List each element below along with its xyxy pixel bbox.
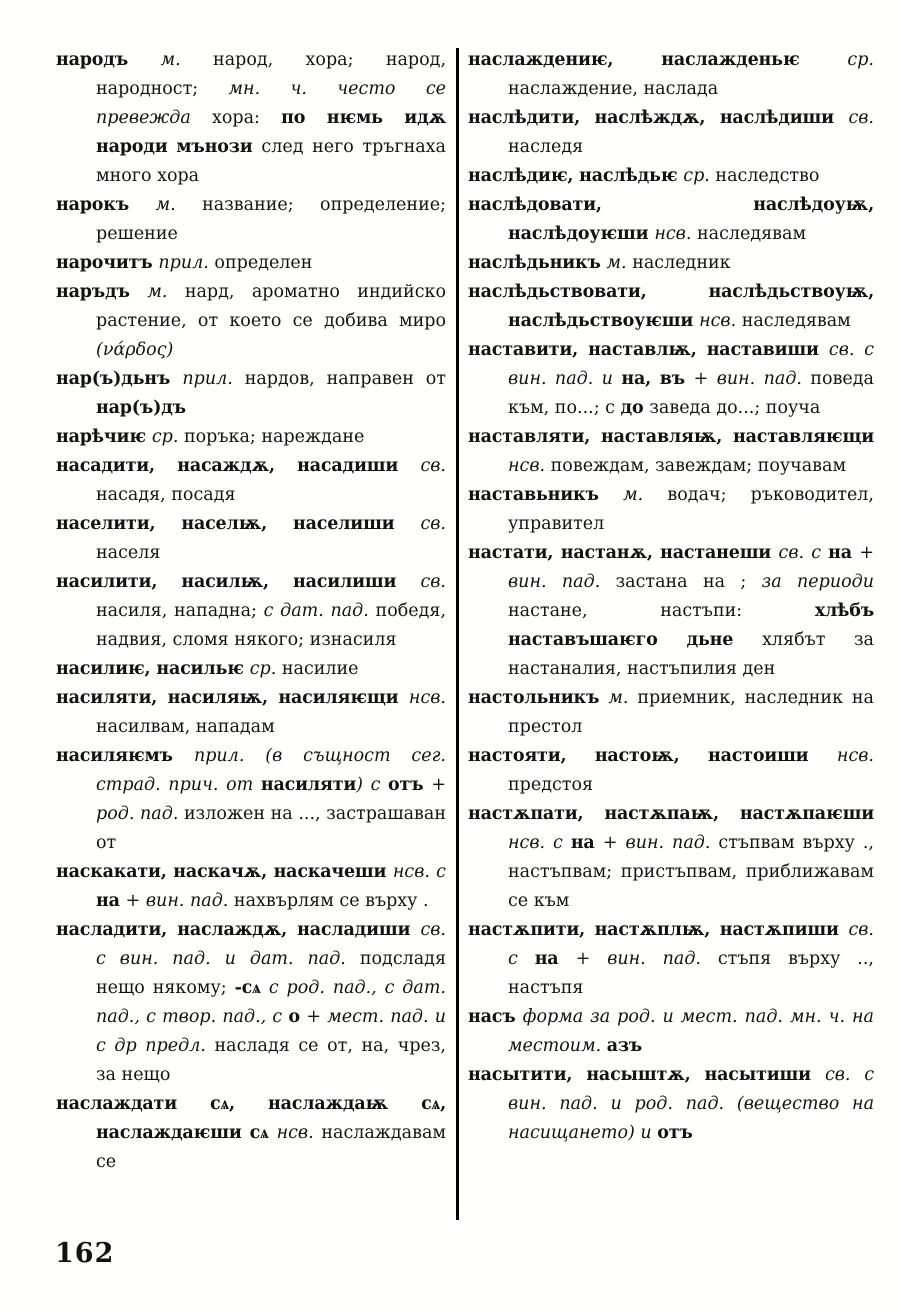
headword: насиляти, насиляѭ, насиляѥщи	[56, 688, 409, 708]
headword: наръдъ	[56, 282, 148, 302]
dictionary-entry	[56, 452, 446, 510]
definition-text: наследник	[632, 253, 731, 273]
grammar-label: форма за род. и мест. пад. мн. ч. на местоим.	[508, 1007, 874, 1056]
definition-text: наследявам	[696, 224, 807, 244]
definition-text: подсладя нещо някому;	[96, 949, 446, 998]
headword: наслаждати сѧ, наслаждаѭ сѧ, наслаждаѥши сѧ	[56, 1094, 446, 1143]
dictionary-entry	[56, 46, 446, 191]
dictionary-entry	[468, 162, 874, 191]
headword: наставьникъ	[468, 485, 624, 505]
dictionary-entry	[468, 336, 874, 423]
dictionary-entry	[468, 916, 874, 1003]
grammar-label: ) с	[356, 775, 389, 795]
headword: насилиѥ, насильѥ	[56, 659, 250, 679]
definition-text: застана на ;	[615, 572, 762, 592]
definition-text: +	[859, 543, 874, 563]
definition-text: поведа към, по...; с	[508, 369, 874, 418]
headword: населити, населѭ, населиши	[56, 514, 421, 534]
dictionary-entry	[468, 742, 874, 800]
grammar-label: св.	[420, 514, 446, 534]
grammar-label: нсв.	[836, 746, 874, 766]
headword: о	[288, 1007, 307, 1027]
headword: настѫпити, настѫплѭ, настѫпиши	[468, 920, 849, 940]
grammar-label: прил.	[158, 253, 215, 273]
headword: наставити, наставлѭ, наставиши	[468, 340, 829, 360]
grammar-label: прил.	[182, 369, 245, 389]
grammar-label: нсв.	[508, 456, 551, 476]
grammar-label: м.	[155, 195, 203, 215]
grammar-label: вин. пад.	[716, 369, 811, 389]
dictionary-entry	[468, 539, 874, 684]
grammar-label: ср.	[249, 659, 282, 679]
column-divider	[456, 48, 459, 1220]
definition-text: заведа до...; поуча	[649, 398, 821, 418]
headword: насадити, насаждѫ, насадиши	[56, 456, 421, 476]
definition-text: название; определение; решение	[96, 195, 446, 244]
right-column	[468, 46, 874, 1220]
dictionary-entry	[468, 423, 874, 481]
definition-text: хора:	[212, 108, 282, 128]
grammar-label: м.	[623, 485, 668, 505]
dictionary-entry	[56, 742, 446, 858]
dictionary-entry	[468, 104, 874, 162]
grammar-label: нсв. с	[508, 833, 571, 853]
definition-text: насилие	[281, 659, 359, 679]
definition-text: +	[693, 369, 717, 389]
headword: -сѧ	[234, 978, 269, 998]
grammar-label: св. с вин. пад. и	[508, 340, 874, 389]
definition-text: след него тръгнаха много хора	[96, 137, 446, 186]
headword: на	[534, 949, 576, 969]
headword: настояти, настоѭ, настоиши	[468, 746, 837, 766]
definition-text: наследя	[508, 137, 584, 157]
definition-text: нард, ароматно индийско растение, от което се добива миро	[96, 282, 446, 331]
definition-text: +	[575, 949, 608, 969]
definition-text: наслаждение, наслада	[508, 79, 719, 99]
headword: насиляѥмъ	[56, 746, 194, 766]
headword: на, въ	[621, 369, 694, 389]
definition-text: водач; ръководител, управител	[508, 485, 874, 534]
definition-text: наследявам	[741, 311, 851, 331]
definition-text: повеждам, завеждам; поучавам	[550, 456, 847, 476]
headword: нарочитъ	[56, 253, 159, 273]
page-number: 162	[55, 1238, 115, 1269]
dictionary-entry	[56, 1090, 446, 1177]
headword: на	[828, 543, 860, 563]
grammar-label: м.	[160, 50, 214, 70]
headword: насытити, насыштѫ, насытиши	[468, 1065, 825, 1085]
grammar-label: вин. пад.	[145, 891, 234, 911]
dictionary-entry	[56, 191, 446, 249]
grammar-label: ср.	[847, 50, 874, 70]
definition-text: предстоя	[508, 775, 594, 795]
dictionary-entry	[468, 278, 874, 336]
headword: нар(ъ)дьнъ	[56, 369, 183, 389]
definition-text: изложен на ..., застрашаван от	[96, 804, 446, 853]
headword: настѫпати, настѫпаѭ, настѫпаѥши	[468, 804, 874, 824]
grammar-label: род. пад.	[96, 804, 185, 824]
definition-text: настане, настъпи:	[508, 601, 815, 621]
headword: наслѣдьникъ	[468, 253, 607, 273]
definition-text: насладя се от, на, чрез, за нещо	[96, 1036, 446, 1085]
grammar-label: с дат. пад.	[263, 601, 376, 621]
dictionary-entry	[468, 191, 874, 249]
dictionary-entry	[56, 249, 446, 278]
definition-text: нахвърлям се върху .	[233, 891, 429, 911]
dictionary-entry	[56, 858, 446, 916]
grammar-label: м.	[606, 253, 633, 273]
grammar-label: св.	[420, 572, 446, 592]
grammar-label: вин. пад.	[625, 833, 719, 853]
definition-text: +	[602, 833, 626, 853]
definition-text: населя	[96, 543, 161, 563]
definition-text: насиля, нападна;	[96, 601, 264, 621]
left-column	[56, 46, 446, 1220]
headword: на	[96, 891, 126, 911]
headword: по нѥмь идѫ народи мънози	[96, 108, 447, 157]
grammar-label: нсв.	[408, 688, 446, 708]
grammar-label: св.	[848, 108, 874, 128]
dictionary-entry	[468, 684, 874, 742]
grammar-label: за периоди	[761, 572, 874, 592]
definition-text: стъпя върху .., настъпя	[508, 949, 874, 998]
dictionary-entry	[56, 916, 446, 1090]
grammar-label: прил. (в същност сег. страд. прич. от	[96, 746, 446, 795]
headword: настольникъ	[468, 688, 609, 708]
dictionary-entry	[468, 800, 874, 916]
headword: отъ	[388, 775, 432, 795]
headword: отъ	[657, 1123, 693, 1143]
dictionary-entry	[56, 423, 446, 452]
grammar-label: мест. пад. и с др предл.	[96, 1007, 447, 1056]
definition-text: народ, хора; народ, народност;	[96, 50, 447, 99]
headword: наскакати, наскачѫ, наскачеши	[56, 862, 393, 882]
headword: нарокъ	[56, 195, 156, 215]
grammar-label: (νάρδος)	[96, 340, 174, 360]
dictionary-entry	[468, 46, 874, 104]
grammar-label: св. с вин. пад. и дат. пад.	[96, 920, 446, 969]
grammar-label: нсв.	[276, 1123, 322, 1143]
definition-text: победя, надвия, сломя някого; изнасиля	[96, 601, 447, 650]
headword: наслѣдити, наслѣждѫ, наслѣдиши	[468, 108, 849, 128]
definition-text: насадя, посадя	[96, 485, 236, 505]
definition-text: наследство	[715, 166, 820, 186]
dictionary-entry	[468, 1003, 874, 1061]
grammar-label: вин. пад.	[508, 572, 616, 592]
dictionary-entry	[56, 278, 446, 365]
headword: наслаждениѥ, наслажденьѥ	[468, 50, 848, 70]
grammar-label: св. с	[508, 920, 874, 969]
dictionary-entry	[56, 655, 446, 684]
dictionary-entry	[468, 1061, 874, 1148]
definition-text: +	[125, 891, 146, 911]
grammar-label: нсв.	[699, 311, 742, 331]
grammar-label: св. с вин. пад. и род. пад. (вещество на насищането) и	[508, 1065, 874, 1143]
dictionary-entry	[468, 249, 874, 278]
definition-text: +	[431, 775, 446, 795]
headword: наслѣдовати, наслѣдоуѭ, наслѣдоуѥши	[468, 195, 874, 244]
grammar-label: мн. ч. често се превежда	[96, 79, 446, 128]
headword: настати, настанѫ, настанеши	[468, 543, 779, 563]
definition-text: +	[306, 1007, 328, 1027]
headword: наслѣдиѥ, наслѣдьѥ	[468, 166, 684, 186]
grammar-label: нсв. с	[392, 862, 446, 882]
grammar-label: м.	[147, 282, 185, 302]
headword: азъ	[606, 1036, 643, 1056]
definition-text: наслаждавам се	[96, 1123, 446, 1172]
grammar-label: м.	[608, 688, 638, 708]
definition-text: поръка; нареждане	[183, 427, 365, 447]
grammar-label: ср.	[683, 166, 716, 186]
grammar-label: св.	[420, 456, 446, 476]
definition-text: нардов, направен от	[244, 369, 446, 389]
dictionary-entry	[468, 481, 874, 539]
definition-text: насилвам, нападам	[96, 717, 275, 737]
grammar-label: вин. пад.	[607, 949, 718, 969]
definition-text: определен	[214, 253, 313, 273]
headword: насъ	[468, 1007, 523, 1027]
headword: до	[620, 398, 650, 418]
dictionary-entry	[56, 568, 446, 655]
dictionary-entry	[56, 365, 446, 423]
grammar-label: с род. пад., с дат. пад., с твор. пад., с	[96, 978, 446, 1027]
grammar-label: ср.	[151, 427, 184, 447]
headword: насилити, насилѭ, насилиши	[56, 572, 421, 592]
headword: народъ	[56, 50, 161, 70]
headword: наслѣдьствовати, наслѣдьствоуѭ, наслѣдьствоуѥши	[468, 282, 874, 331]
grammar-label: нсв.	[654, 224, 697, 244]
headword: нар(ъ)дъ	[96, 398, 186, 418]
headword: насладити, наслаждѫ, насладиши	[56, 920, 421, 940]
headword: наставляти, наставляѭ, наставляѥщи	[468, 427, 874, 447]
definition-text: стъпвам върху ., настъпвам; пристъпвам, приближавам се към	[508, 833, 874, 911]
headword: хлѣбъ наставъшаѥго дьне	[508, 601, 874, 650]
grammar-label: св. с	[778, 543, 829, 563]
headword: насиляти	[260, 775, 357, 795]
definition-text: хлябът за настаналия, настъпилия ден	[508, 630, 874, 679]
headword: на	[570, 833, 603, 853]
definition-text: приемник, наследник на престол	[508, 688, 874, 737]
headword: нарѣчиѥ	[56, 427, 152, 447]
dictionary-entry	[56, 510, 446, 568]
dictionary-entry	[56, 684, 446, 742]
